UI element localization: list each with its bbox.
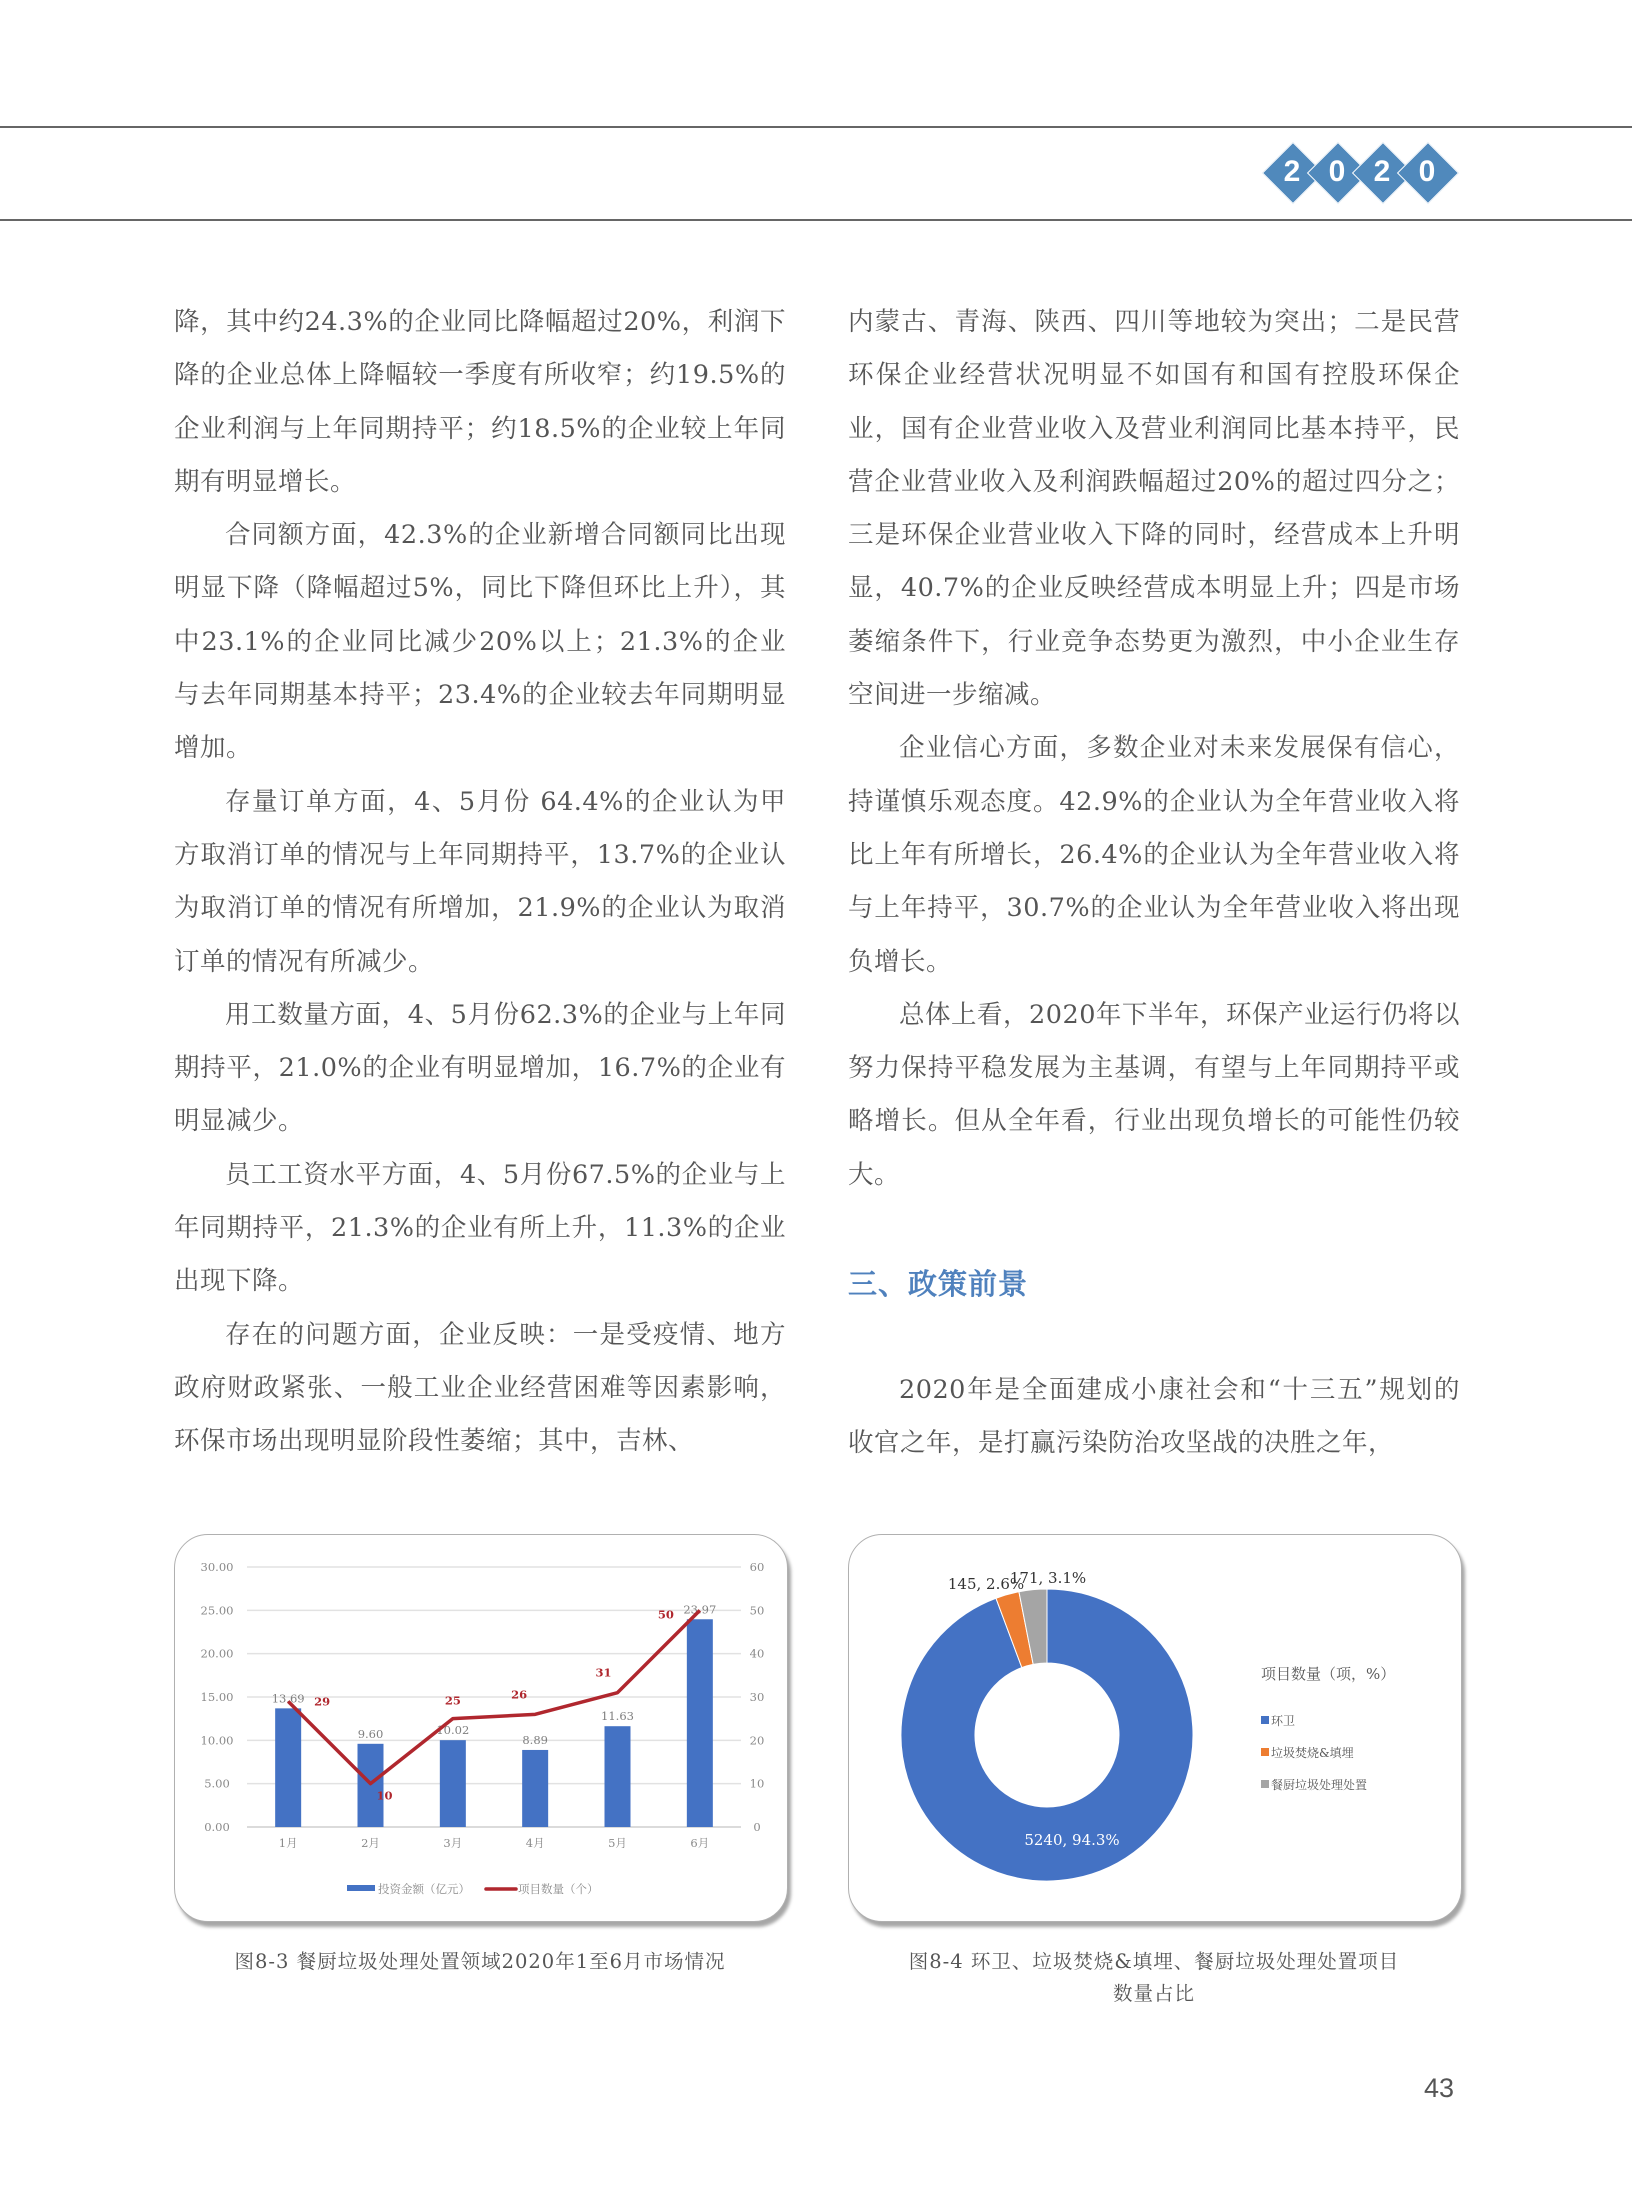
bar xyxy=(687,1619,713,1827)
year-digit-diamond xyxy=(1397,142,1457,202)
figure-caption-8-4 xyxy=(848,1946,1460,2010)
right-axis-tick-label: 50 xyxy=(749,1603,765,1618)
left-axis-tick-label: 0.00 xyxy=(204,1820,230,1834)
combo-chart-card xyxy=(174,1534,788,1922)
right-text-column xyxy=(848,296,1460,1202)
line-value-label: 29 xyxy=(314,1694,331,1709)
x-axis-tick-label: 5月 xyxy=(608,1836,627,1850)
paragraph: 内蒙古、青海、陕西、四川等地较为突出；二是民营环保企业经营状况明显不如国有和国有控股环保企业，国有企业营业收入及营业利润同比基本持平，民营企业营业收入及利润跌幅超过20%的超过四分之；三是环保企业营业收入下降的同时，经营成本上升明显，40.7%的企业反映经营成本明显上升；四是市场萎缩条件下，行业竞争态势更为激烈，中小企业生存空间进一步缩减。 xyxy=(848,307,1460,711)
combo-chart xyxy=(175,1535,787,1921)
bar xyxy=(275,1708,301,1827)
line-value-label: 25 xyxy=(444,1693,461,1708)
left-axis-tick-label: 15.00 xyxy=(200,1690,234,1704)
legend-swatch xyxy=(1261,1716,1269,1724)
legend-swatch xyxy=(1261,1780,1269,1788)
right-axis-tick-label: 10 xyxy=(749,1776,765,1791)
caption-line-2: 数量占比 xyxy=(1112,1982,1195,2005)
right-axis-tick-label: 40 xyxy=(749,1646,765,1661)
donut-legend-title: 项目数量（项，%） xyxy=(1261,1665,1396,1683)
bar xyxy=(605,1726,631,1827)
left-axis-tick-label: 10.00 xyxy=(200,1733,234,1748)
legend-label-investment: 投资金额（亿元） xyxy=(378,1882,470,1896)
page-number: 43 xyxy=(1424,2073,1455,2103)
left-axis-tick-label: 20.00 xyxy=(200,1646,234,1661)
left-axis-tick-label: 5.00 xyxy=(204,1776,230,1791)
caption-line-1: 图8-4 环卫、垃圾焚烧&填埋、餐厨垃圾处理处置项目 xyxy=(908,1950,1400,1973)
year-digit: 0 xyxy=(1418,155,1436,188)
line-value-label: 10 xyxy=(376,1788,393,1803)
donut-data-label: 145, 2.6% xyxy=(947,1575,1025,1593)
section-title: 三、政策前景 xyxy=(848,1267,1029,1301)
donut-data-label: 5240, 94.3% xyxy=(1024,1831,1120,1849)
bar-value-label: 13.69 xyxy=(271,1691,305,1706)
header-rule-bottom xyxy=(0,219,1632,221)
right-axis-tick-label: 60 xyxy=(749,1560,765,1574)
line-value-label: 26 xyxy=(511,1687,528,1702)
legend-swatch xyxy=(1261,1748,1269,1756)
bar-value-label: 11.63 xyxy=(601,1709,634,1724)
left-text-column xyxy=(174,296,786,1469)
legend-label: 垃圾焚烧&填埋 xyxy=(1271,1746,1354,1760)
left-axis-tick-label: 25.00 xyxy=(200,1603,234,1618)
paragraph: 总体上看，2020年下半年，环保产业运行仍将以努力保持平稳发展为主基调，有望与上年同期持平或略增长。但从全年看，行业出现负增长的可能性仍较大。 xyxy=(848,999,1460,1190)
paragraph: 存在的问题方面，企业反映：一是受疫情、地方政府财政紧张、一般工业企业经营困难等因素影响，环保市场出现明显阶段性萎缩；其中，吉林、 xyxy=(174,1319,786,1457)
paragraph: 员工工资水平方面，4、5月份67.5%的企业与上年同期持平，21.3%的企业有所上升，11.3%的企业出现下降。 xyxy=(174,1159,786,1297)
right-axis-tick-label: 30 xyxy=(749,1690,765,1704)
section-body xyxy=(848,1364,1460,1471)
donut-chart-card xyxy=(848,1534,1462,1922)
bar xyxy=(440,1740,466,1827)
legend-label: 餐厨垃圾处理处置 xyxy=(1271,1778,1368,1792)
donut-chart xyxy=(849,1535,1461,1921)
header-rule-top xyxy=(0,126,1632,128)
x-axis-tick-label: 6月 xyxy=(690,1836,710,1850)
legend-label: 环卫 xyxy=(1271,1714,1296,1728)
paragraph: 降，其中约24.3%的企业同比降幅超过20%，利润下降的企业总体上降幅较一季度有所收窄；约19.5%的企业利润与上年同期持平；约18.5%的企业较上年同期有明显增长。 xyxy=(174,307,786,497)
figure-caption-8-3: 图8-3 餐厨垃圾处理处置领域2020年1至6月市场情况 xyxy=(234,1950,726,1973)
paragraph: 用工数量方面，4、5月份62.3%的企业与上年同期持平，21.0%的企业有明显增加，16.7%的企业有明显减少。 xyxy=(174,999,786,1137)
paragraph: 合同额方面，42.3%的企业新增合同额同比出现明显下降（降幅超过5%，同比下降但环比上升），其中23.1%的企业同比减少20%以上；21.3%的企业与去年同期基本持平；23.4%的企业较去年同期明显增加。 xyxy=(174,520,786,764)
donut-data-label: 171, 3.1% xyxy=(1009,1569,1087,1587)
bar-value-label: 9.60 xyxy=(357,1726,384,1741)
legend-label-project-count: 项目数量（个） xyxy=(518,1882,599,1896)
bar xyxy=(522,1750,548,1827)
paragraph: 2020年是全面建成小康社会和“十三五”规划的收官之年，是打赢污染防治攻坚战的决胜之年， xyxy=(848,1375,1460,1459)
year-digit: 2 xyxy=(1373,155,1391,188)
line-value-label: 31 xyxy=(595,1665,612,1680)
year-digit: 2 xyxy=(1283,155,1301,188)
paragraph: 存量订单方面，4、5月份 64.4%的企业认为甲方取消订单的情况与上年同期持平，13.7%的企业认为取消订单的情况有所增加，21.9%的企业认为取消订单的情况有所减少。 xyxy=(174,786,786,977)
x-axis-tick-label: 2月 xyxy=(361,1836,380,1850)
x-axis-tick-label: 4月 xyxy=(525,1836,545,1850)
right-axis-tick-label: 0 xyxy=(753,1820,761,1834)
legend-swatch-bar xyxy=(347,1885,375,1891)
line-value-label: 50 xyxy=(657,1607,674,1622)
x-axis-tick-label: 3月 xyxy=(443,1836,463,1850)
bar-value-label: 10.02 xyxy=(436,1723,470,1738)
paragraph: 企业信心方面，多数企业对未来发展保有信心，持谨慎乐观态度。42.9%的企业认为全年营业收入将比上年有所增长，26.4%的企业认为全年营业收入将与上年持平，30.7%的企业认为全年营业收入将出现负增长。 xyxy=(848,733,1460,977)
bar-value-label: 23.97 xyxy=(683,1602,717,1617)
bar-value-label: 8.89 xyxy=(522,1732,548,1747)
left-axis-tick-label: 30.00 xyxy=(200,1560,234,1574)
x-axis-tick-label: 1月 xyxy=(278,1836,298,1850)
year-digit: 0 xyxy=(1328,155,1346,188)
right-axis-tick-label: 20 xyxy=(749,1733,765,1748)
